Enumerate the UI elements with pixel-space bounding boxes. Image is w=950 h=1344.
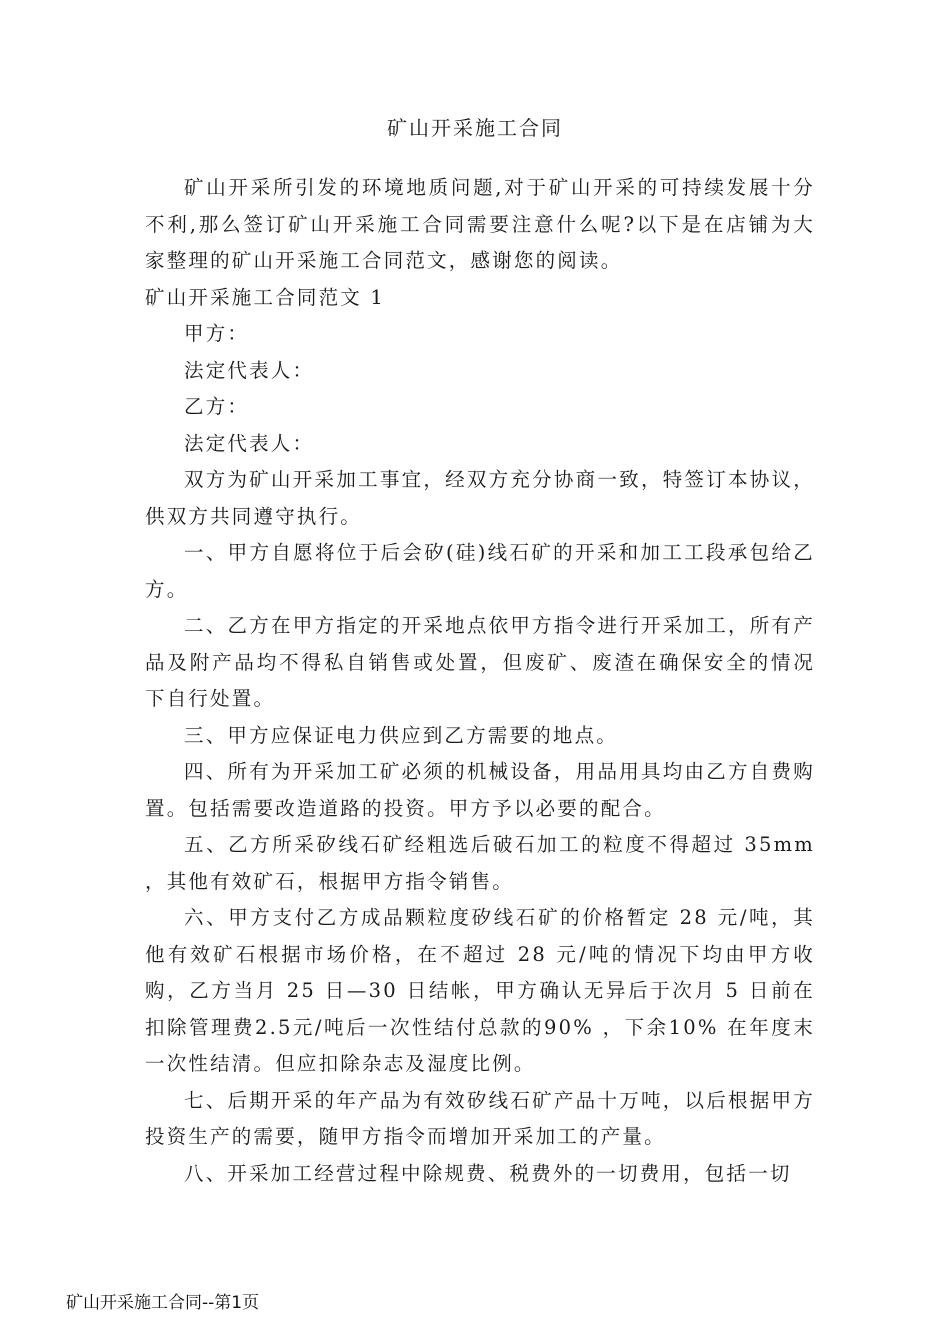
clause-1: 一、甲方自愿将位于后会矽(硅)线石矿的开采和加工工段承包给乙方。 — [145, 541, 815, 601]
party-b-field: 乙方： — [184, 395, 250, 418]
document-body — [145, 170, 815, 1192]
clause-4: 四、所有为开采加工矿必须的机械设备，用品用具均由乙方自费购置。包括需要改造道路的投资。甲方予以必要的配合。 — [145, 760, 815, 820]
page-footer: 矿山开采施工合同--第1页 — [66, 1293, 260, 1313]
section-heading: 矿山开采施工合同范文 1 — [145, 285, 386, 309]
intro-paragraph: 矿山开采所引发的环境地质问题,对于矿山开采的可持续发展十分不利,那么签订矿山开采施工合同需要注意什么呢?以下是在店铺为大家整理的矿山开采施工合同范文，感谢您的阅读。 — [145, 176, 815, 272]
clause-7: 七、后期开采的年产品为有效矽线石矿产品十万吨，以后根据甲方投资生产的需要，随甲方指令而增加开采加工的产量。 — [145, 1088, 815, 1148]
preamble-paragraph: 双方为矿山开采加工事宜，经双方充分协商一致，特签订本协议，供双方共同遵守执行。 — [145, 468, 815, 528]
clause-8: 八、开采加工经营过程中除规费、税费外的一切费用，包括一切 — [184, 1161, 792, 1185]
party-a-representative-field: 法定代表人： — [184, 358, 315, 382]
document-title: 矿山开采施工合同 — [387, 116, 563, 140]
party-a-field: 甲方： — [184, 322, 250, 345]
clause-3: 三、甲方应保证电力供应到乙方需要的地点。 — [184, 723, 619, 747]
party-b-representative-field: 法定代表人： — [184, 431, 315, 455]
clause-5: 五、乙方所采矽线石矿经粗选后破石加工的粒度不得超过 35mm ，其他有效矿石，根据甲方指令销售。 — [145, 833, 815, 893]
clause-2: 二、乙方在甲方指定的开采地点依甲方指令进行开采加工，所有产品及附产品均不得私自销售或处置，但废矿、废渣在确保安全的情况下自行处置。 — [145, 614, 815, 710]
clause-6: 六、甲方支付乙方成品颗粒度矽线石矿的价格暂定 28 元/吨，其他有效矿石根据市场价格，在不超过 28 元/吨的情况下均由甲方收购，乙方当月 25 日—30 日结帐，甲方确认无异后于次月 5 日前在扣除管理费2.5元/吨后一次性结付总款的90% ，下余10% 在年度末一次性结清。但应扣除杂志及湿度比例。 — [145, 906, 815, 1075]
